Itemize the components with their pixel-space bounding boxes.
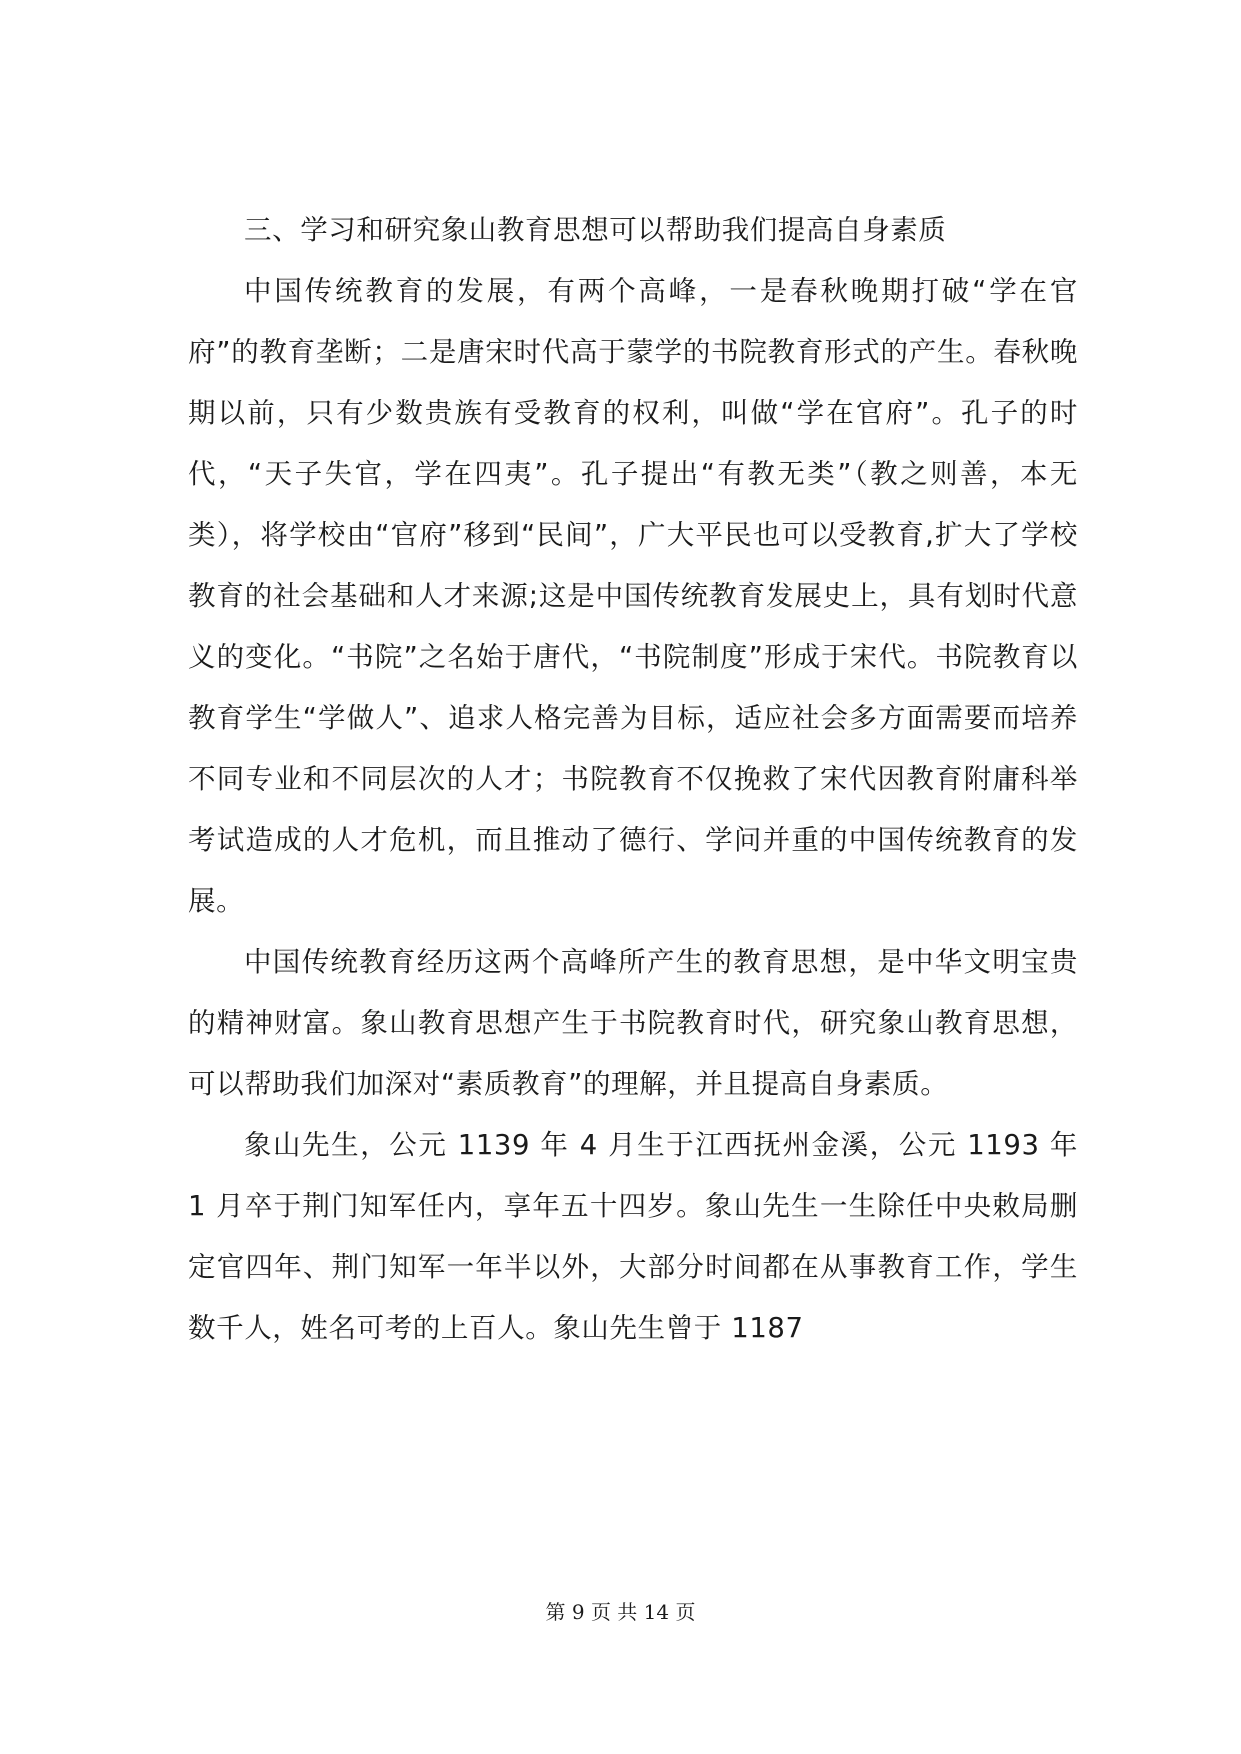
paragraph: 中国传统教育的发展，有两个高峰，一是春秋晚期打破“学在官府”的教育垄断；二是唐宋时代高于蒙学的书院教育形式的产生。春秋晚期以前，只有少数贵族有受教育的权利，叫做“学在官府”。孔子的时代，“天子失官，学在四夷”。孔子提出“有教无类”（教之则善，本无类），将学校由“官府”移到“民间”，广大平民也可以受教育,扩大了学校教育的社会基础和人才来源;这是中国传统教育发展史上，具有划时代意义的变化。“书院”之名始于唐代，“书院制度”形成于宋代。书院教育以教育学生“学做人”、追求人格完善为目标，适应社会多方面需要而培养不同专业和不同层次的人才；书院教育不仅挽救了宋代因教育附庸科举考试造成的人才危机，而且推动了德行、学问并重的中国传统教育的发展。 xyxy=(188,275,1078,917)
document-body xyxy=(188,200,1078,1359)
paragraph: 中国传统教育经历这两个高峰所产生的教育思想，是中华文明宝贵的精神财富。象山教育思想产生于书院教育时代，研究象山教育思想，可以帮助我们加深对“素质教育”的理解，并且提高自身素质。 xyxy=(188,946,1078,1100)
paragraph: 象山先生，公元 1139 年 4 月生于江西抚州金溪，公元 1193 年 1 月卒于荆门知军任内，享年五十四岁。象山先生一生除任中央敕局删定官四年、荆门知军一年半以外，大部分时间都在从事教育工作，学生数千人，姓名可考的上百人。象山先生曾于 1187 xyxy=(188,1129,1078,1344)
section-heading: 三、学习和研究象山教育思想可以帮助我们提高自身素质 xyxy=(244,214,947,246)
page-number-footer: 第 9 页 共 14 页 xyxy=(545,1600,696,1624)
